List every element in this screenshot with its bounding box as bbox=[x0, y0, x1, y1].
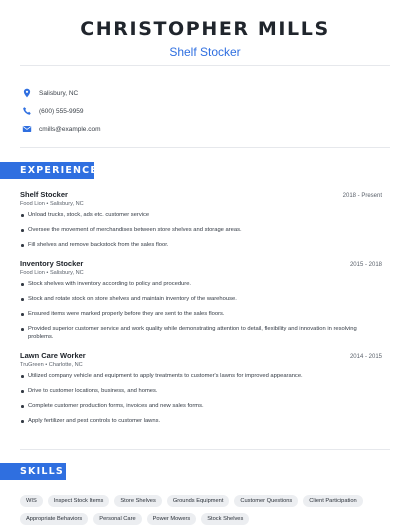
job-bullet: Stock shelves with inventory according to policy and procedure. bbox=[20, 280, 382, 288]
skill-chip: Customer Questions bbox=[234, 495, 298, 507]
job-bullet: Complete customer production forms, invoices and new sales forms. bbox=[20, 402, 382, 410]
job-dates: 2018 - Present bbox=[342, 193, 382, 199]
contact-email-text: cmills@example.com bbox=[39, 125, 101, 133]
skill-chip: Power Mowers bbox=[147, 513, 197, 525]
contact-phone-text: (600) 555-9959 bbox=[39, 107, 84, 115]
job-bullet: Utilized company vehicle and equipment to apply treatments to customer's lawns for improved appearance. bbox=[20, 372, 382, 380]
contact-location bbox=[22, 84, 101, 102]
job-entry bbox=[20, 259, 382, 341]
experience-heading: EXPERIENCE bbox=[0, 162, 94, 179]
job-bullet: Provided superior customer service and work quality while demonstrating attention to detail, flexibility and innovation in resolving problems. bbox=[20, 325, 382, 341]
job-company: Food Lion • Salisbury, NC bbox=[20, 270, 84, 276]
job-title: Lawn Care Worker bbox=[20, 351, 86, 360]
skill-chip: Stock Shelves bbox=[201, 513, 249, 525]
skill-chip: Store Shelves bbox=[114, 495, 161, 507]
job-title-headline: Shelf Stocker bbox=[169, 45, 241, 59]
job-bullet: Oversee the movement of merchandises between store shelves and storage areas. bbox=[20, 226, 382, 234]
job-bullet: Apply fertilizer and pest controls to customer lawns. bbox=[20, 417, 382, 425]
skill-chip: Personal Care bbox=[93, 513, 141, 525]
contact-email bbox=[22, 120, 101, 138]
skill-chip: Grounds Equipment bbox=[167, 495, 230, 507]
contact-phone bbox=[22, 102, 101, 120]
skills-heading: SKILLS bbox=[0, 463, 66, 480]
contact-info bbox=[22, 84, 101, 138]
job-bullet: Unload trucks, stock, ads etc. customer service bbox=[20, 211, 382, 219]
job-title: Inventory Stocker bbox=[20, 259, 84, 268]
skill-chip: Client Participation bbox=[303, 495, 362, 507]
location-pin-icon bbox=[22, 88, 32, 98]
job-bullet: Stock and rotate stock on store shelves and maintain inventory of the warehouse. bbox=[20, 295, 382, 303]
job-dates: 2015 - 2018 bbox=[349, 262, 382, 268]
divider bbox=[20, 65, 390, 66]
job-title: Shelf Stocker bbox=[20, 190, 68, 199]
skill-chip: Inspect Stock Items bbox=[48, 495, 110, 507]
resume-header bbox=[0, 0, 410, 59]
job-company: Food Lion • Salisbury, NC bbox=[20, 201, 84, 207]
phone-icon bbox=[22, 106, 32, 116]
job-dates: 2014 - 2015 bbox=[349, 354, 382, 360]
job-entry bbox=[20, 351, 382, 425]
contact-location-text: Salisbury, NC bbox=[39, 89, 79, 97]
divider bbox=[20, 449, 390, 450]
skill-chip: Appropriate Behaviors bbox=[20, 513, 88, 525]
candidate-name: CHRISTOPHER MILLS bbox=[80, 18, 330, 40]
job-company: TruGreen • Charlotte, NC bbox=[20, 362, 83, 368]
job-bullet: Ensured items were marked properly before they are sent to the sales floors. bbox=[20, 310, 382, 318]
skills-list bbox=[20, 495, 390, 531]
divider bbox=[20, 147, 390, 148]
email-icon bbox=[22, 124, 32, 134]
job-entry bbox=[20, 190, 382, 249]
job-bullet: Fill shelves and remove backstock from the sales floor. bbox=[20, 241, 382, 249]
skill-chip: WIS bbox=[20, 495, 43, 507]
job-bullet: Drive to customer locations, business, and homes. bbox=[20, 387, 382, 395]
